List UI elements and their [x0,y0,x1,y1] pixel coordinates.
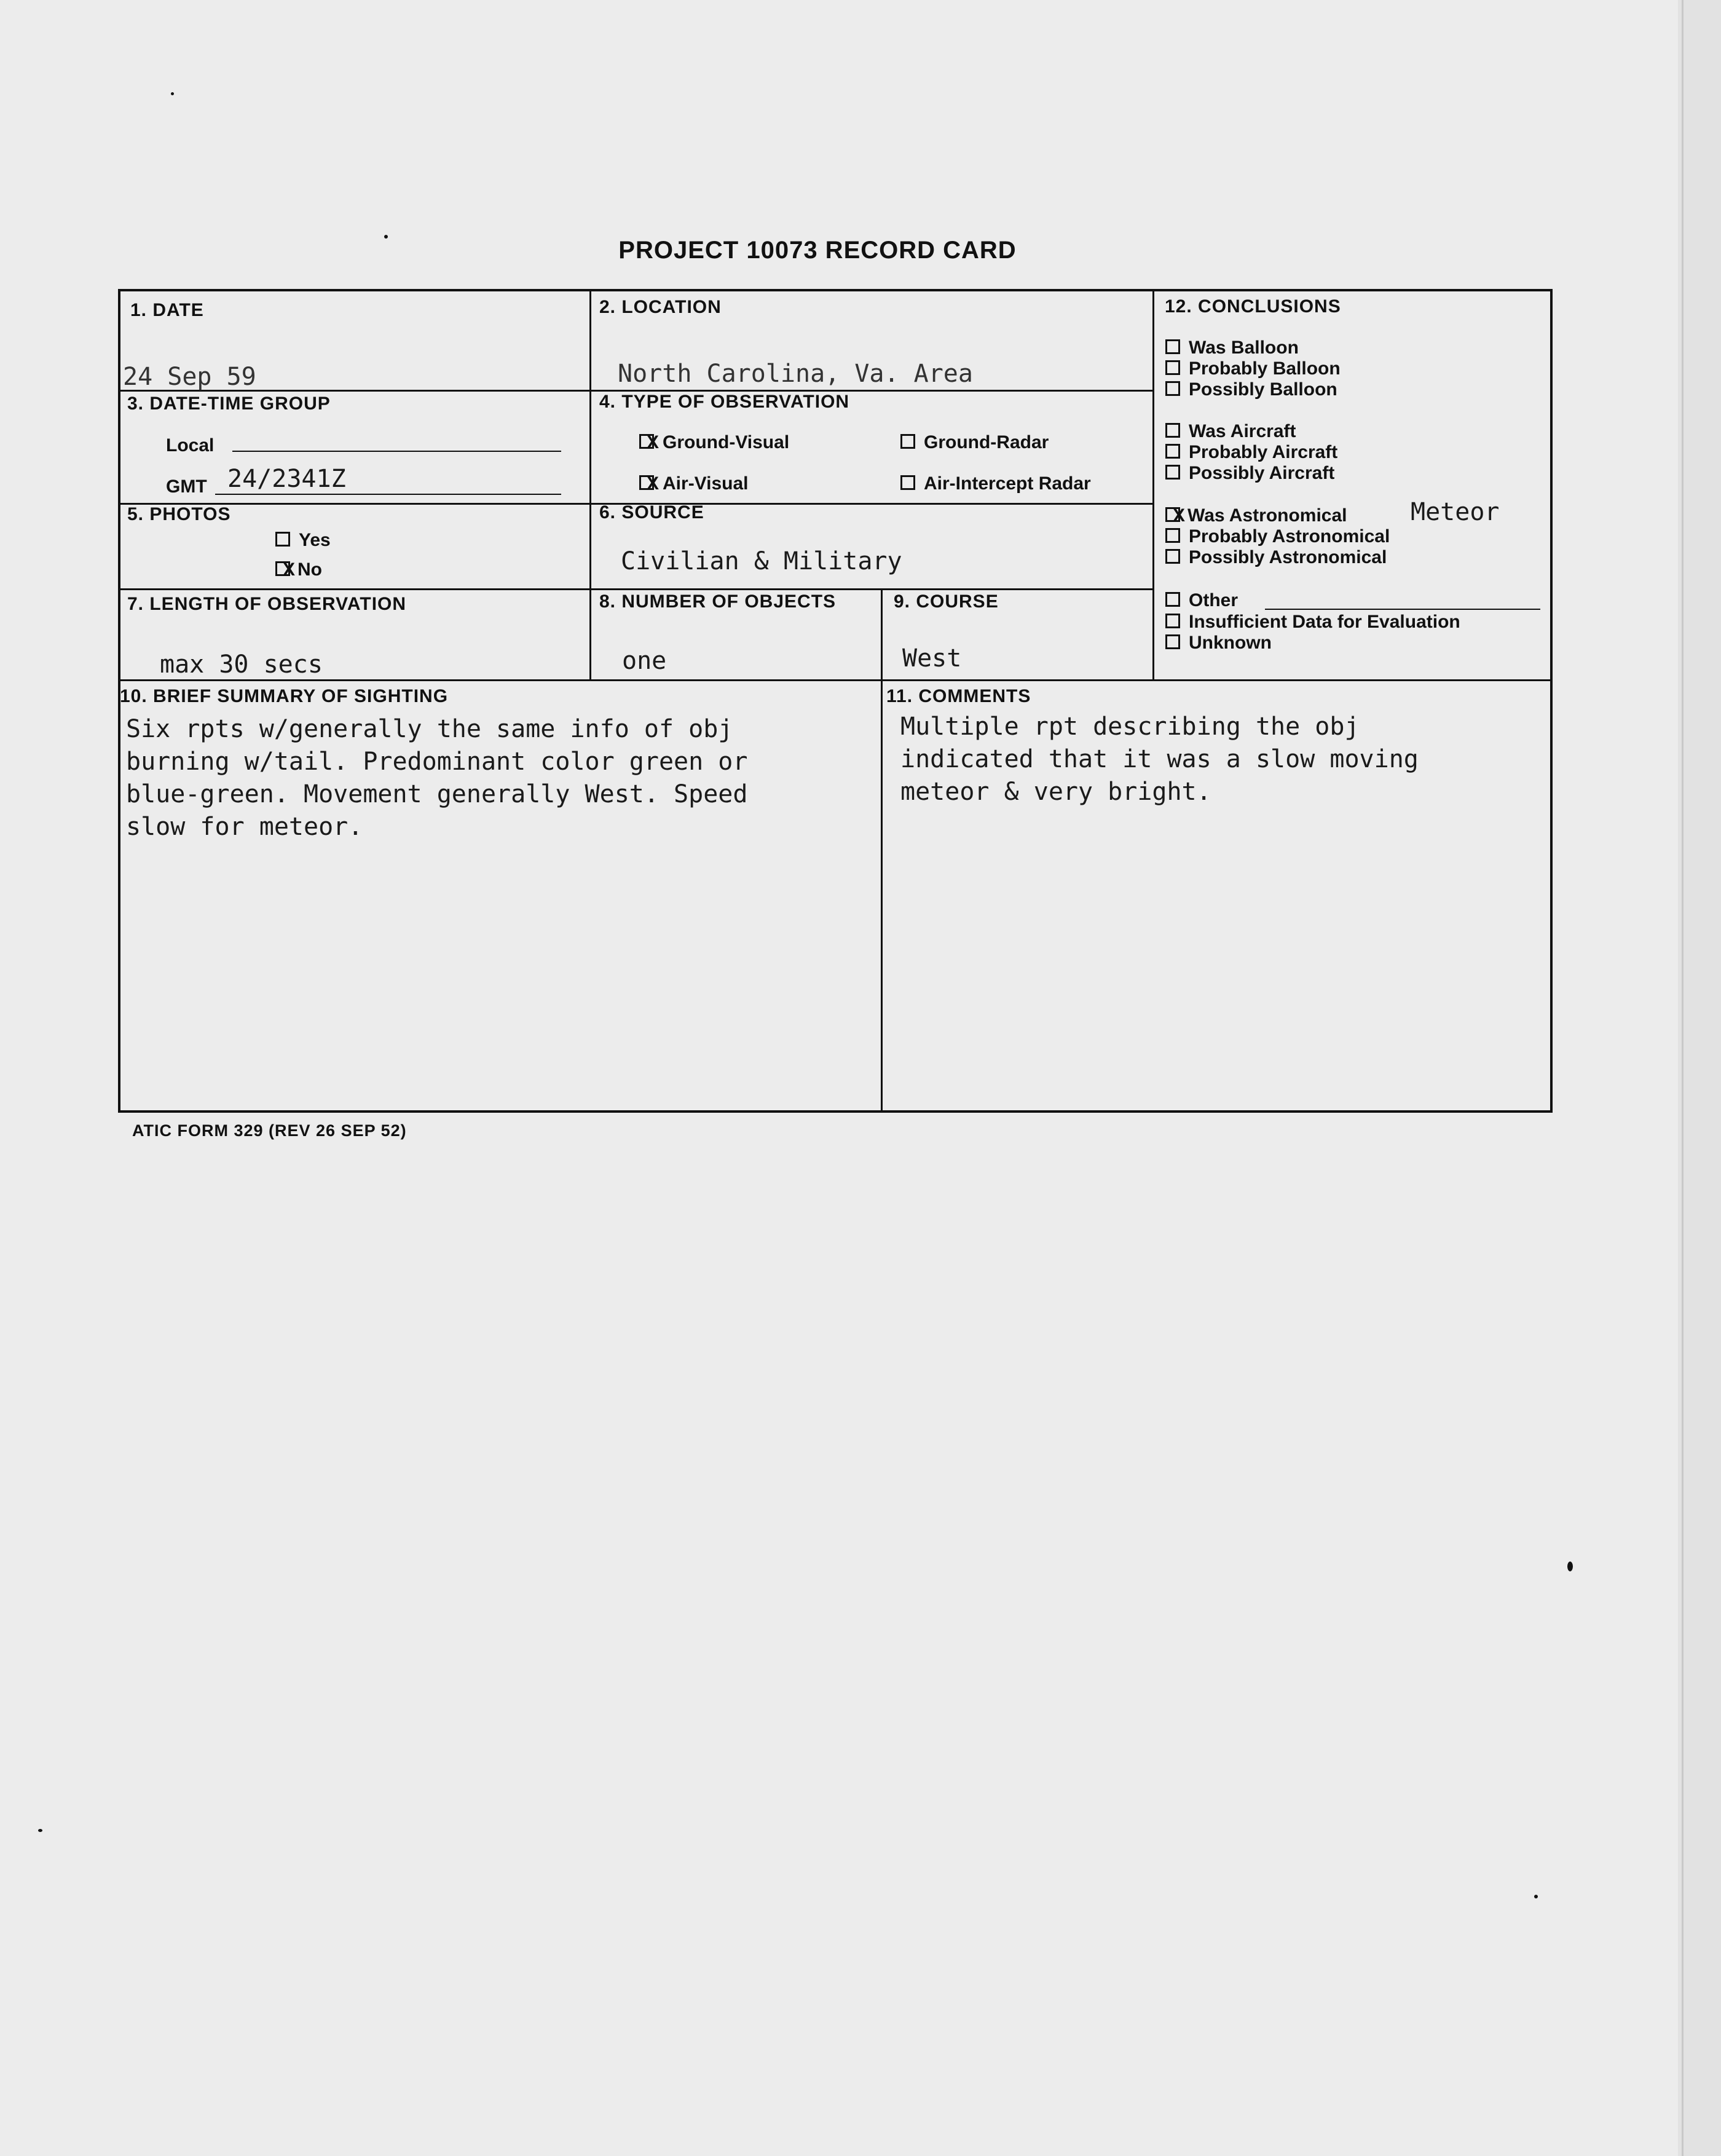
option-ground-visual [639,432,789,453]
comments-label: 11. COMMENTS [886,686,1031,706]
row-line-4 [120,679,1550,681]
air-visual-mark: X [647,473,660,494]
summary-line: blue-green. Movement generally West. Speed [126,780,748,808]
length-label: 7. LENGTH OF OBSERVATION [127,594,407,614]
checkbox-possibly-astronomical [1165,549,1180,564]
col-line-a [589,291,591,679]
col-line-b [881,588,883,1112]
air-visual-label: Air-Visual [663,473,749,494]
conclusion-possibly-aircraft [1165,463,1334,484]
insufficient-label: Insufficient Data for Evaluation [1189,612,1460,632]
dtg-local-line [232,451,561,452]
probably-balloon-label: Probably Balloon [1189,358,1341,379]
ground-visual-mark: X [647,432,660,452]
scan-speck [384,235,388,239]
comments-line: meteor & very bright. [900,778,1211,806]
photos-no-mark: X [283,559,296,580]
was-astronomical-label: Was Astronomical [1187,505,1347,526]
conclusion-insufficient-data [1165,612,1460,633]
was-balloon-label: Was Balloon [1189,338,1299,358]
scan-speck [38,1829,42,1832]
dtg-local-label: Local [166,435,215,456]
dtg-gmt-value: 24/2341Z [227,465,346,493]
length-value: max 30 secs [160,650,323,679]
type-obs-label: 4. TYPE OF OBSERVATION [599,392,850,412]
was-aircraft-label: Was Aircraft [1189,421,1296,441]
photos-no-label: No [297,559,323,580]
dtg-gmt-line [215,494,561,495]
checkbox-was-aircraft [1165,423,1180,438]
conclusion-possibly-balloon [1165,379,1337,400]
conclusion-unknown [1165,633,1272,654]
other-line [1265,609,1540,610]
col-line-c [1152,291,1154,679]
course-label: 9. COURSE [894,591,999,612]
possibly-astronomical-label: Possibly Astronomical [1189,547,1387,567]
course-value: West [902,644,962,673]
scan-speck [171,92,174,95]
date-value: 24 Sep 59 [123,363,256,391]
checkbox-probably-astronomical [1165,528,1180,543]
astronomical-note: Meteor [1411,498,1500,526]
checkbox-probably-balloon [1165,360,1180,375]
ground-radar-label: Ground-Radar [924,432,1049,452]
checkbox-possibly-aircraft [1165,465,1180,480]
objects-value: one [622,647,667,675]
comments-line: Multiple rpt describing the obj [900,713,1360,741]
dtg-label: 3. DATE-TIME GROUP [127,393,331,414]
conclusion-probably-aircraft [1165,442,1337,463]
objects-label: 8. NUMBER OF OBJECTS [599,591,837,612]
page-edge [1682,0,1684,2156]
was-astronomical-mark: X [1173,505,1186,526]
option-air-visual [639,473,749,494]
dtg-gmt-label: GMT [166,476,207,497]
checkbox-other [1165,592,1180,607]
conclusion-possibly-astronomical [1165,547,1387,568]
summary-label: 10. BRIEF SUMMARY OF SIGHTING [120,686,449,706]
checkbox-unknown [1165,634,1180,649]
option-ground-radar [900,432,1049,453]
date-label: 1. DATE [130,300,204,320]
conclusion-was-astronomical [1165,505,1347,526]
probably-astronomical-label: Probably Astronomical [1189,526,1390,547]
conclusion-was-balloon [1165,338,1299,358]
summary-line: Six rpts w/generally the same info of obj [126,715,733,743]
conclusion-probably-astronomical [1165,526,1390,547]
comments-text [900,711,1419,808]
conclusion-probably-balloon [1165,358,1341,379]
air-intercept-label: Air-Intercept Radar [924,473,1091,494]
location-value: North Carolina, Va. Area [618,360,973,388]
ground-visual-label: Ground-Visual [663,432,790,452]
checkbox-possibly-balloon [1165,381,1180,396]
form-number: ATIC FORM 329 (REV 26 SEP 52) [132,1121,407,1140]
scan-speck [1567,1562,1573,1571]
summary-line: burning w/tail. Predominant color green or [126,748,748,776]
checkbox-insufficient-data [1165,614,1180,628]
scan-speck [1534,1895,1538,1898]
location-label: 2. LOCATION [599,297,722,317]
row-line-3 [120,588,1154,590]
conclusion-other [1165,590,1238,611]
summary-line: slow for meteor. [126,813,363,841]
summary-text [126,713,747,843]
checkbox-air-intercept-radar [900,475,915,490]
source-value: Civilian & Military [621,547,902,575]
photos-yes-label: Yes [299,530,331,550]
checkbox-was-balloon [1165,339,1180,354]
probably-aircraft-label: Probably Aircraft [1189,442,1338,462]
possibly-balloon-label: Possibly Balloon [1189,379,1337,400]
source-label: 6. SOURCE [599,502,704,523]
option-photos-no [275,559,322,580]
conclusions-label: 12. CONCLUSIONS [1165,296,1341,317]
unknown-label: Unknown [1189,633,1272,653]
card-title: PROJECT 10073 RECORD CARD [618,237,1017,264]
comments-line: indicated that it was a slow moving [900,745,1419,773]
checkbox-probably-aircraft [1165,444,1180,459]
option-air-intercept-radar [900,473,1091,494]
other-label: Other [1189,590,1239,610]
possibly-aircraft-label: Possibly Aircraft [1189,463,1335,483]
checkbox-ground-radar [900,434,915,449]
option-photos-yes [275,530,331,551]
checkbox-photos-yes [275,532,290,547]
conclusion-was-aircraft [1165,421,1296,442]
photos-label: 5. PHOTOS [127,504,231,524]
